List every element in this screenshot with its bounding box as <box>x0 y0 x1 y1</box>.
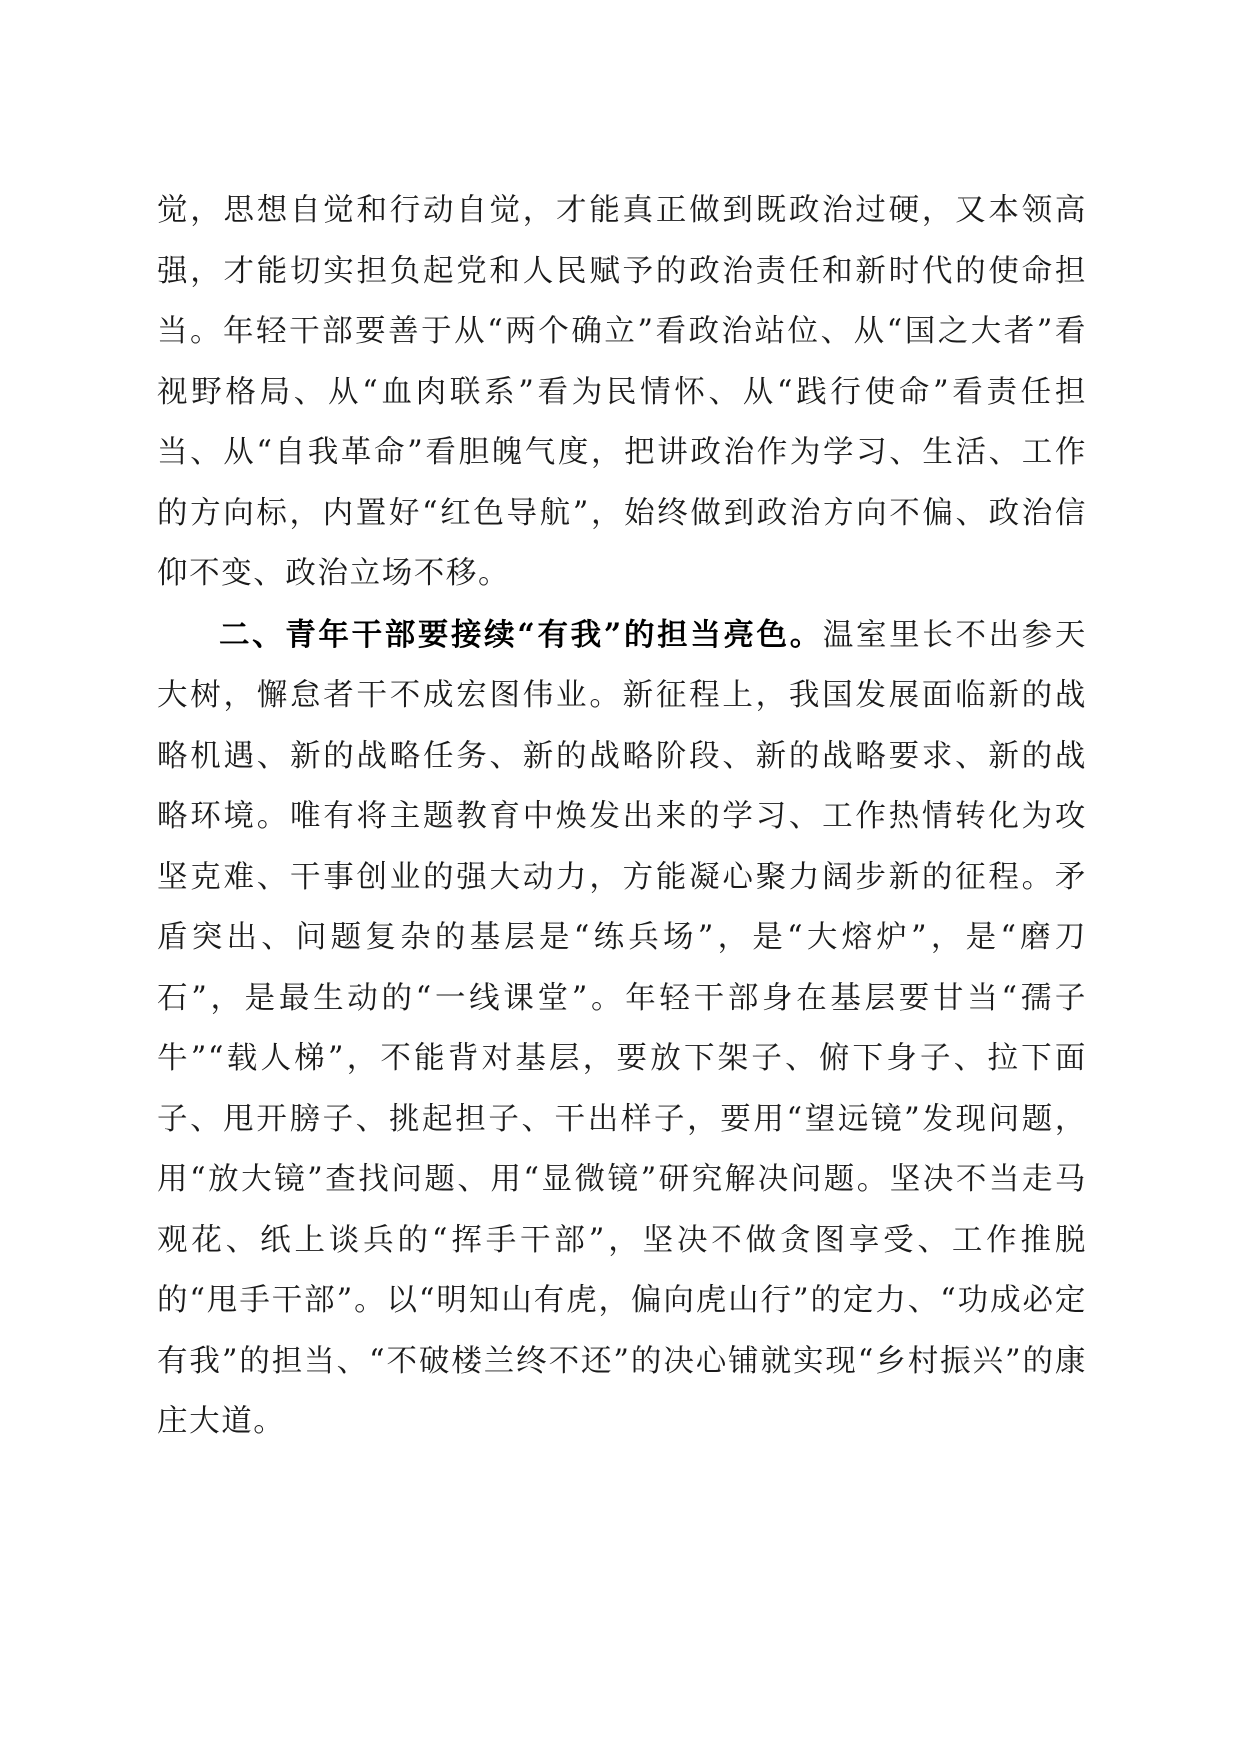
paragraph-section-two <box>157 605 1087 1453</box>
document-body <box>157 181 1087 1453</box>
paragraph-text: 觉，思想自觉和行动自觉，才能真正做到既政治过硬，又本领高强，才能切实担负起党和人民赋予的政治责任和新时代的使命担当。年轻干部要善于从“两个确立”看政治站位、从“国之大者”看视野格局、从“血肉联系”看为民情怀、从“践行使命”看责任担当、从“自我革命”看胆魄气度，把讲政治作为学习、生活、工作的方向标，内置好“红色导航”，始终做到政治方向不偏、政治信仰不变、政治立场不移。 <box>157 193 1087 591</box>
paragraph-text: 温室里长不出参天大树，懈怠者干不成宏图伟业。新征程上，我国发展面临新的战略机遇、新的战略任务、新的战略阶段、新的战略要求、新的战略环境。唯有将主题教育中焕发出来的学习、工作热情转化为攻坚克难、干事创业的强大动力，方能凝心聚力阔步新的征程。矛盾突出、问题复杂的基层是“练兵场”，是“大熔炉”，是“磨刀石”，是最生动的“一线课堂”。年轻干部身在基层要甘当“孺子牛”“载人梯”，不能背对基层，要放下架子、俯下身子、拉下面子、甩开膀子、挑起担子、干出样子，要用“望远镜”发现问题，用“放大镜”查找问题、用“显微镜”研究解决问题。坚决不当走马观花、纸上谈兵的“挥手干部”，坚决不做贪图享受、工作推脱的“甩手干部”。以“明知山有虎，偏向虎山行”的定力、“功成必定有我”的担当、“不破楼兰终不还”的决心铺就实现“乡村振兴”的康庄大道。 <box>157 617 1087 1439</box>
section-heading: 二、青年干部要接续“有我”的担当亮色。 <box>219 616 823 653</box>
paragraph-continuation <box>157 181 1087 605</box>
